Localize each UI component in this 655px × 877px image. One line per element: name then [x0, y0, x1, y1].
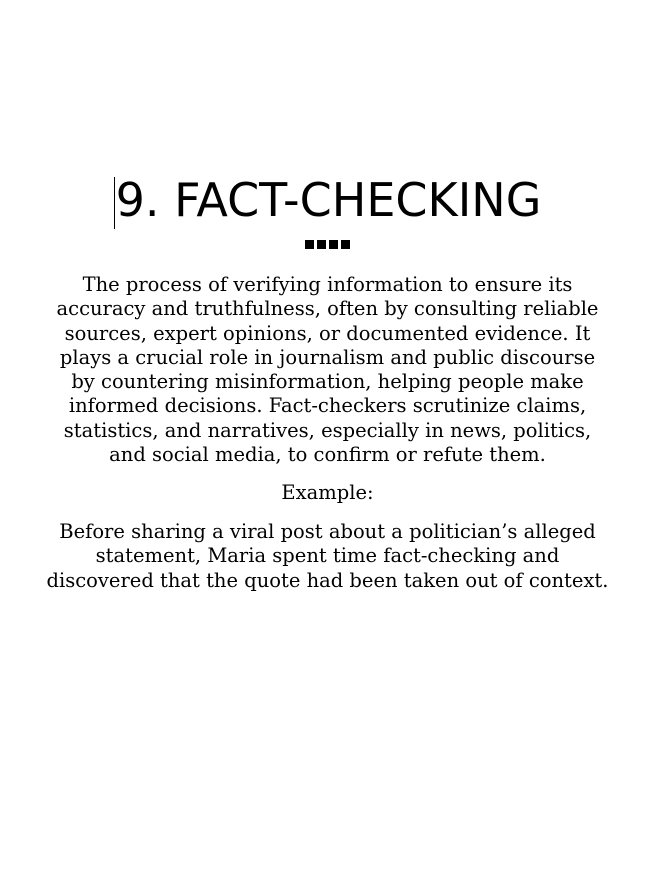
example-paragraph: Before sharing a viral post about a politician’s alleged statement, Maria spent time fact-checking and discovered that the quote had been taken out of context. — [46, 520, 609, 592]
three-dots-icon — [0, 240, 655, 252]
dot-icon — [329, 240, 338, 249]
heading-container — [0, 172, 655, 228]
entry-heading — [114, 172, 542, 228]
text-cursor-icon — [114, 177, 115, 229]
dot-icon — [305, 240, 314, 249]
example-label: Example: — [281, 481, 374, 504]
definition-paragraph: The process of verifying information to ensure its accuracy and truthfulness, often by consulting reliable sources, expert opinions, or documented evidence. It plays a crucial role in journalism and public discourse by countering misinformation, helping people make informed decisions. Fact-checkers scrutinize claims, statistics, and narratives, especially in news, politics, and social media, to confirm or refute them. — [56, 273, 599, 467]
entry-heading-text: 9. FACT-CHECKING — [115, 173, 542, 227]
dot-icon — [317, 240, 326, 249]
dot-icon — [341, 240, 350, 249]
